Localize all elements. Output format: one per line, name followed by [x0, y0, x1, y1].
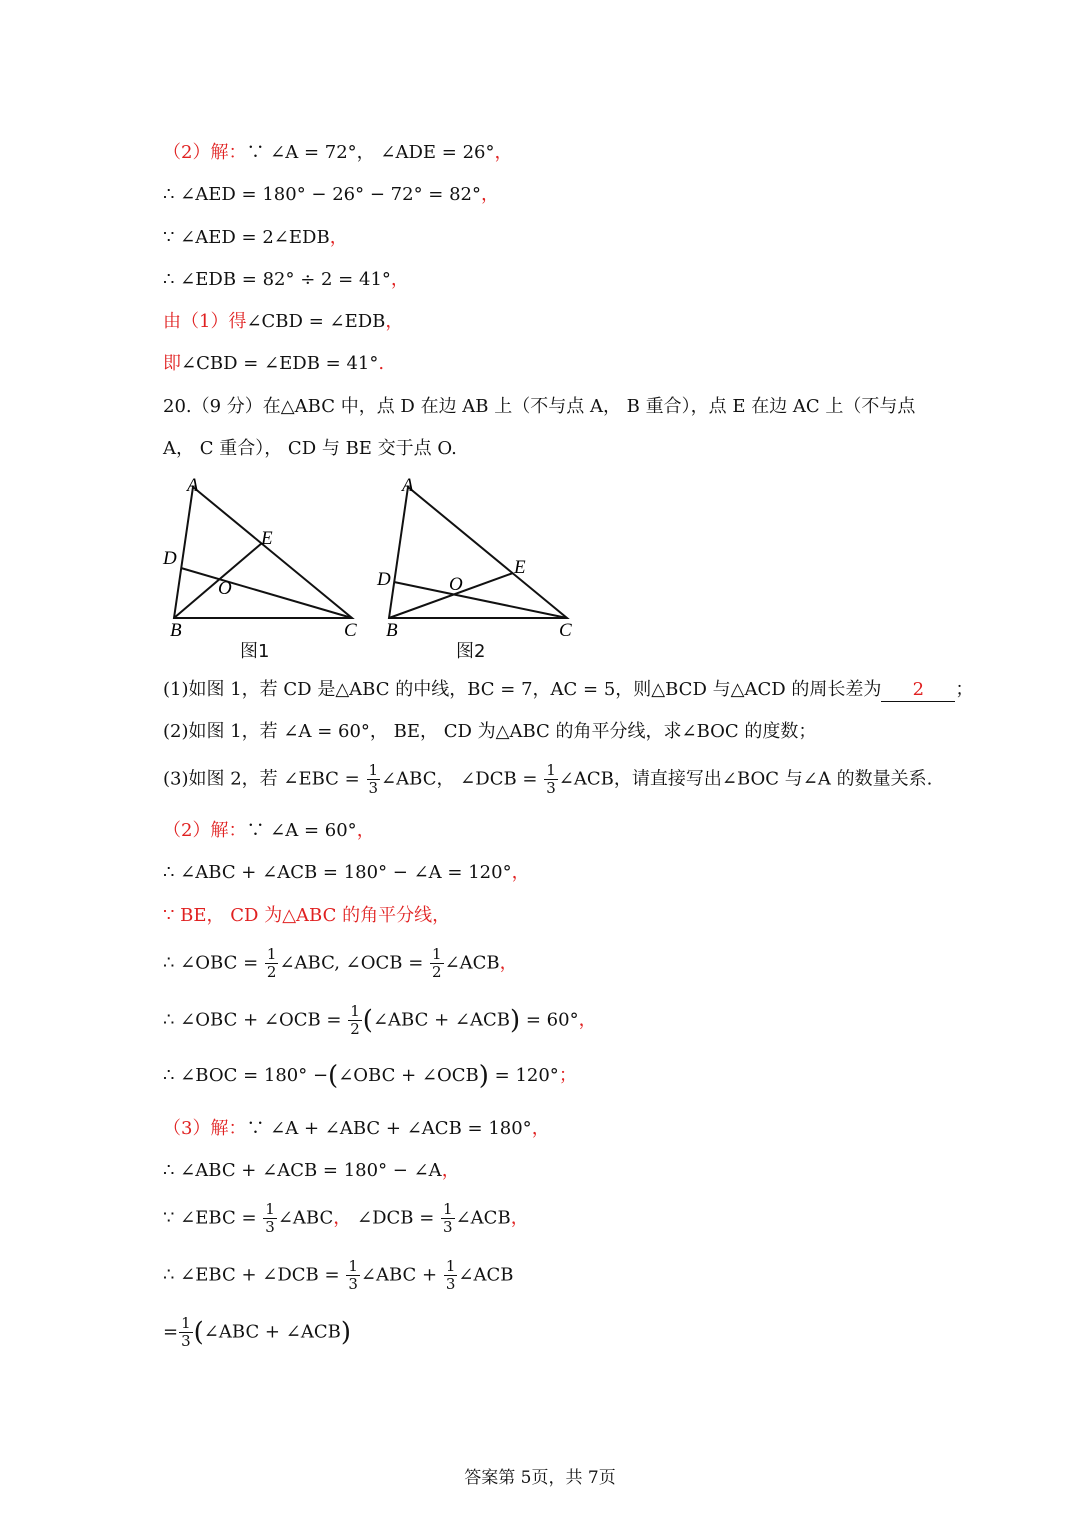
segment-cd-fig1: [181, 568, 352, 618]
math-text: ∠ABC, ∠OCB =: [279, 952, 424, 974]
vertex-a-fig2: A: [402, 475, 414, 496]
punct: ，: [329, 227, 348, 248]
math-text: ∴ ∠OBC =: [163, 952, 259, 974]
prev-solution-line-3: [163, 225, 348, 251]
punct: ，: [390, 269, 409, 290]
math-text: ∠OBC + ∠OCB: [338, 1065, 479, 1086]
fraction-one-half: $\frac{1}{2}$: [432, 945, 442, 981]
fraction-one-third: $\frac{1}{3}$: [348, 1257, 358, 1293]
punct: ；: [955, 679, 974, 700]
punct: ，: [510, 1207, 529, 1229]
punct: ，: [578, 1009, 597, 1031]
triangle-abc-fig1: [174, 487, 352, 618]
solution2-line-3: ∵ BE， CD 为△ABC 的角平分线，: [163, 905, 451, 926]
punct: ，: [494, 142, 513, 163]
fraction-one-third: $\frac{1}{3}$: [368, 761, 379, 797]
geometry-figures: [150, 470, 600, 670]
solution2-line-6: ∴ ∠BOC = 180° −(∠OBC + ∠OCB) = 120°；: [163, 1061, 577, 1091]
punct: ，: [499, 952, 518, 974]
triangle-abc-fig2: [389, 487, 567, 618]
math-text: ∴ ∠EBC + ∠DCB =: [163, 1264, 340, 1286]
fraction-one-third: $\frac{1}{3}$: [443, 1200, 453, 1236]
solution2-line-5: ∴ ∠OBC + ∠OCB = $\frac{1}{2}$ (∠ABC + ∠ACB) = 60°，: [163, 1002, 597, 1038]
prev-solution-line-6: [163, 351, 384, 377]
solution2-line-2: [163, 860, 530, 886]
punct: ，: [531, 1118, 550, 1139]
fraction-one-half: $\frac{1}{2}$: [266, 945, 277, 981]
punct: ，: [481, 184, 499, 205]
vertex-b-fig1: B: [170, 620, 182, 641]
math-text: ∠ABC +: [360, 1264, 438, 1286]
punct: .: [378, 353, 385, 374]
question-1-text: (1)如图 1，若 CD 是△ABC 的中线，BC = 7，AC = 5，则△BCD 与△ACD 的周长差为: [163, 679, 882, 700]
problem-stem-line-2: A， C 重合）， CD 与 BE 交于点 O.: [163, 438, 457, 459]
punct: ，: [333, 1207, 352, 1229]
math-text: ∵ ∠A = 60°: [246, 820, 357, 841]
problem-stem-line-1: 20.（9 分）在△ABC 中，点 D 在边 AB 上（不与点 A， B 重合），点 E 在边 AC 上（不与点: [163, 396, 916, 417]
prev-solution-line-2: [163, 182, 499, 208]
vertex-e-fig2: E: [514, 557, 526, 578]
figure-1: [174, 487, 352, 618]
fraction-one-third: $\frac{1}{3}$: [265, 1200, 275, 1236]
page-footer: 答案第 5页，共 7页: [464, 1468, 616, 1488]
math-text: = 60°: [525, 1009, 579, 1031]
math-text: =: [163, 1321, 179, 1343]
math-text: ∴ ∠OBC + ∠OCB =: [163, 1009, 342, 1031]
vertex-e-fig1: E: [261, 528, 273, 549]
math-text: ∴ ∠EDB = 82° ÷ 2 = 41°: [163, 269, 391, 290]
punct: ，: [441, 1160, 460, 1181]
vertex-a-fig1: A: [187, 475, 199, 496]
prev-solution-line-1: [163, 140, 513, 166]
reason-text: 由（1）得: [163, 311, 247, 332]
math-text: ∴ ∠ABC + ∠ACB = 180° − ∠A = 120°: [163, 862, 512, 883]
solution3-line-3: [163, 1201, 529, 1236]
reason-text: 即: [163, 353, 181, 374]
vertex-d-fig2: D: [377, 569, 391, 590]
fraction-one-third: $\frac{1}{3}$: [445, 1257, 456, 1293]
question-3-text: (3)如图 2，若 ∠EBC =: [163, 768, 360, 790]
math-text: ∠CBD = ∠EDB = 41°: [181, 353, 379, 374]
solution-label: （2）解：: [163, 820, 247, 841]
question-2: (2)如图 1，若 ∠A = 60°， BE， CD 为△ABC 的角平分线，求∠BOC 的度数；: [163, 721, 817, 742]
solution3-line-2: [163, 1158, 460, 1184]
vertex-c-fig1: C: [344, 620, 357, 641]
question-3-text: ∠ABC， ∠DCB =: [381, 768, 538, 790]
solution-label: （3）解：: [163, 1118, 247, 1139]
math-text: ∠ACB: [444, 952, 500, 974]
vertex-o-fig2: O: [449, 574, 463, 595]
punct: ，: [385, 311, 404, 332]
math-text: ∴ ∠ABC + ∠ACB = 180° − ∠A: [163, 1160, 442, 1181]
solution2-line-1: [163, 818, 375, 844]
math-text: ∵ ∠AED = 2∠EDB: [163, 227, 330, 248]
math-text: ∠ABC + ∠ACB: [203, 1321, 341, 1343]
math-text: ∠DCB =: [356, 1207, 435, 1229]
segment-cd-fig2: [394, 582, 567, 618]
vertex-c-fig2: C: [559, 620, 572, 641]
solution2-line-4: [163, 946, 518, 981]
solution3-line-5: = $\frac{1}{3}$ (∠ABC + ∠ACB): [163, 1314, 351, 1350]
math-text: = 120°: [494, 1065, 559, 1086]
figure-2-caption: 图2: [456, 641, 486, 662]
math-text: ∵ ∠A = 72°， ∠ADE = 26°: [246, 142, 495, 163]
fraction-one-third: $\frac{1}{3}$: [546, 761, 556, 797]
math-text: ∠ACB: [455, 1207, 511, 1229]
punct: ，: [511, 862, 530, 883]
math-text: ∵ ∠A + ∠ABC + ∠ACB = 180°: [246, 1118, 532, 1139]
math-text: ∵ ∠EBC =: [163, 1207, 257, 1229]
vertex-b-fig2: B: [386, 620, 398, 641]
math-text: ∠CBD = ∠EDB: [246, 311, 386, 332]
figure-2: [389, 487, 567, 618]
question-1: [163, 677, 973, 703]
figure-1-caption: 图1: [240, 641, 270, 662]
punct: ，: [356, 820, 375, 841]
question-1-answer: 2: [881, 679, 955, 702]
math-text: ∠ACB: [458, 1264, 514, 1286]
question-3-text: ∠ACB，请直接写出∠BOC 与∠A 的数量关系.: [558, 768, 933, 790]
vertex-o-fig1: O: [218, 578, 232, 599]
prev-solution-line-5: [163, 309, 403, 335]
math-text: ∴ ∠AED = 180° − 26° − 72° = 82°: [163, 184, 481, 205]
fraction-one-half: $\frac{1}{2}$: [350, 1002, 360, 1038]
solution3-line-4: [163, 1258, 513, 1293]
prev-solution-line-4: [163, 267, 409, 293]
vertex-d-fig1: D: [163, 548, 177, 569]
punct: ；: [558, 1065, 577, 1086]
math-text: ∠ABC + ∠ACB: [372, 1009, 510, 1031]
fraction-one-third: $\frac{1}{3}$: [181, 1314, 191, 1350]
math-text: ∠ABC: [277, 1207, 334, 1229]
question-3: [163, 762, 932, 797]
solution-label: （2）解：: [163, 142, 247, 163]
math-text: ∴ ∠BOC = 180° −: [163, 1065, 329, 1086]
solution3-line-1: [163, 1116, 550, 1142]
